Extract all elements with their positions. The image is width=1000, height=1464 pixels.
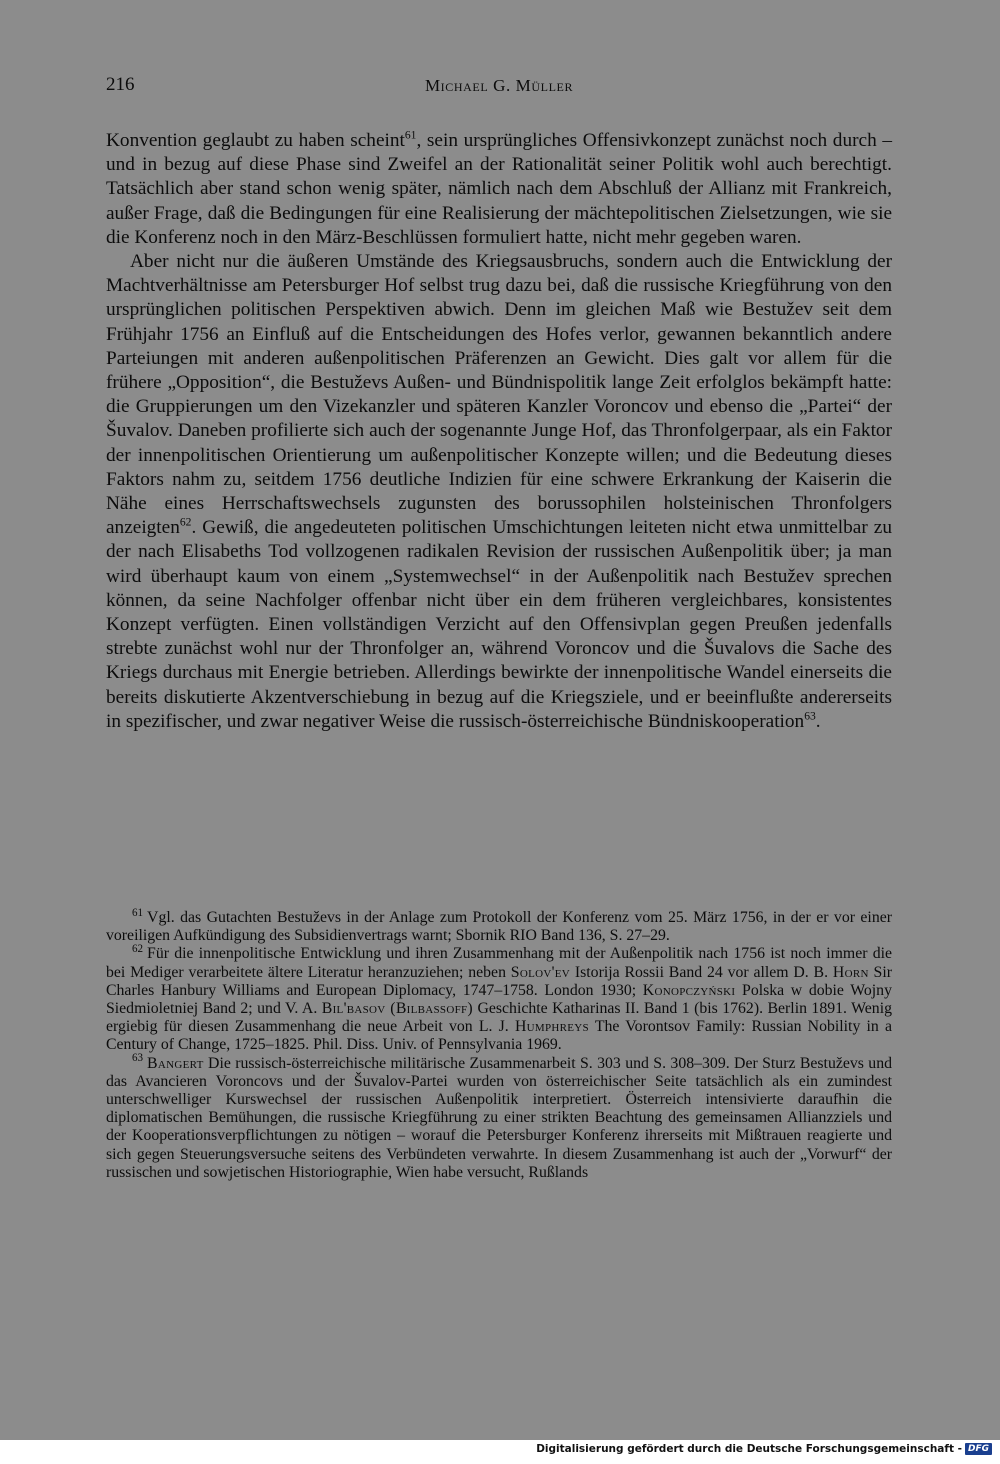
footnote-ref-62: 62 [179,515,192,529]
paragraph-2-text-c: . [815,710,821,732]
footnote-number: 62 [132,943,144,956]
author-name: Horn [832,963,869,981]
paragraph-2-text-b: . Gewiß, die angedeuteten politischen Umschichtungen leiteten nicht etwa unmittelbar zu der nach Elisabeths Tod vollzogenen radikalen Revision der russischen Außenpolitik über; ja man wird überhaupt kaum von einem „Systemwechsel“ in der Außenpolitik nach Bestužev sprechen können, da seine Nachfolger offenbar nicht über ein dem früheren vergleichbares, konsistentes Konzept verfügten. Einen vollständigen Verzicht auf den Offensivplan gegen Preußen jedenfalls strebte zunächst wohl nur der Thronfolger an, während Voroncov und die Šuvalovs die Sache des Kriegs durchaus mit Energie betrieben. Allerdings bewirkte der innenpolitische Wandel einerseits die bereits diskutierte Akzentverschiebung in bezug auf die Kriegsziele, und er beeinflußte andererseits in spezifischer, und zwar negativer Weise die russisch-österreichische Bündniskooperation [106,517,892,732]
footnote-text: Die russisch-österreichische militärische Zusammenarbeit S. 303 und S. 308–309. Der Sturz Bestuževs und das Avancieren Voroncovs und der Šuvalov-Partei wurden von österreichischer Seite tatsächlich als ein zumindest unterschwelliger Kurswechsel der russischen Außenpolitik interpretiert. Österreich intensivierte daraufhin die diplomatischen Bemühungen, die russische Kriegführung zu einer strikten Beachtung des gemeinsamen Allianzziels und der Kooperationsverpflichtungen zu nötigen – worauf die Petersburger Konferenz ihrerseits mit Mißtrauen reagierte und sich gegen Steuerungsversuche seitens des Verbündeten verwahrte. In diesem Zusammenhang ist auch der „Vorwurf“ der russischen und sowjetischen Historiographie, Wien habe versucht, Rußlands [106,1054,892,1181]
author-name: Bil'basov (Bilbassoff) [321,1000,473,1018]
author-name: Solov'ev [510,963,571,981]
author-name: Bangert [147,1054,204,1072]
footnote-text: Polska w dobie Wojny Siedmioletniej Band 2; und V. A. [106,981,892,1018]
author-name: Humphreys [514,1018,589,1036]
digitization-credit [536,1443,992,1455]
footnote-text: Sir Charles Hanbury Williams and European Diplomacy, 1747–1758. London 1930; [106,963,892,999]
paragraph-1 [106,129,892,250]
footnote-text: Istorija Rossii Band 24 vor allem D. B. [574,963,829,981]
footnote-ref-63: 63 [804,709,816,723]
page-number: 216 [106,74,135,95]
footnote-number: 61 [132,906,144,919]
footnote-text: The Vorontsov Family: Russian Nobility in a Century of Change, 1725–1825. Phil. Diss. Univ. of Pennsylvania 1969. [106,1018,893,1054]
paragraph-2 [106,250,892,734]
footnote-61 [106,906,892,945]
paragraph-1-text-b: , sein ursprüngliches Offensivkonzept zunächst noch durch – und in bezug auf diese Phase sind Zweifel an der Rationalität seiner Politik wohl auch berechtigt. Tatsächlich aber stand schon wenig später, nämlich nach dem Abschluß der Allianz mit Frankreich, außer Frage, daß die Bedingungen für eine Realisierung der mächtepolitischen Zielsetzungen, wie sie die Konferenz noch in den März-Beschlüssen formuliert hatte, nicht mehr gegeben waren. [106,130,892,248]
footnote-63 [106,1052,892,1182]
author-name: Konopczyński [642,981,736,999]
footnote-ref-61: 61 [404,128,417,142]
footnotes [106,906,893,1182]
footnote-62 [106,945,892,1054]
footnote-text: Vgl. das Gutachten Bestuževs in der Anlage zum Protokoll der Konferenz vom 25. März 1756, in der er vor einer voreiligen Aufkündigung des Subsidienvertrags warnt; Sbornik RIO Band 136, S. 27–29. [106,909,892,945]
dfg-logo-icon: DFG [965,1443,992,1455]
page-header [104,74,894,102]
footnote-number: 63 [132,1052,144,1065]
credit-text: Digitalisierung gefördert durch die Deutsche Forschungsgemeinschaft - [536,1443,962,1455]
footnote-text: Geschichte Katharinas II. Band 1 (bis 1762). Berlin 1891. Wenig ergiebig für diesen Zusammenhang die neue Arbeit von L. J. [106,1000,892,1036]
paragraph-1-text-a: Konvention geglaubt zu haben scheint [106,130,405,151]
running-head: Michael G. Müller [424,76,574,95]
paragraph-2-text-a: Aber nicht nur die äußeren Umstände des Kriegsausbruchs, sondern auch die Entwicklung der Machtverhältnisse am Petersburger Hof selbst trug dazu bei, daß die russische Kriegführung von den ursprünglichen politischen Perspektiven abwich. Denn im gleichen Maß wie Bestužev seit dem Frühjahr 1756 an Einfluß auf die Entscheidungen des Hofes verlor, gewannen bekanntlich andere Parteiungen mit anderen außenpolitischen Präferenzen an Gewicht. Dies galt vor allem für die frühere „Opposition“, die Bestuževs Außen- und Bündnispolitik lange Zeit erfolglos bekämpft hatte: die Gruppierungen um den Vizekanzler und späteren Kanzler Voroncov und ebenso die „Partei“ der Šuvalov. Daneben profilierte sich auch der sogenannte Junge Hof, das Thronfolgerpaar, als ein Faktor der innenpolitischen Orientierung um außenpolitischer Konzepte willen; und die Bedeutung dieses Faktors nahm zu, seitdem 1756 deutliche Indizien für eine schwere Erkrankung der Kaiserin die Nähe eines Herrschaftswechsels zugunsten des borussophilen holsteinischen Thronfolgers anzeigten [106,251,892,539]
footnote-text: Für die innenpolitische Entwicklung und ihren Zusammenhang mit der Außenpolitik nach 1756 ist noch immer die bei Mediger verarbeitete ältere Literatur heranzuziehen; neben [106,945,892,981]
main-text [106,129,892,734]
